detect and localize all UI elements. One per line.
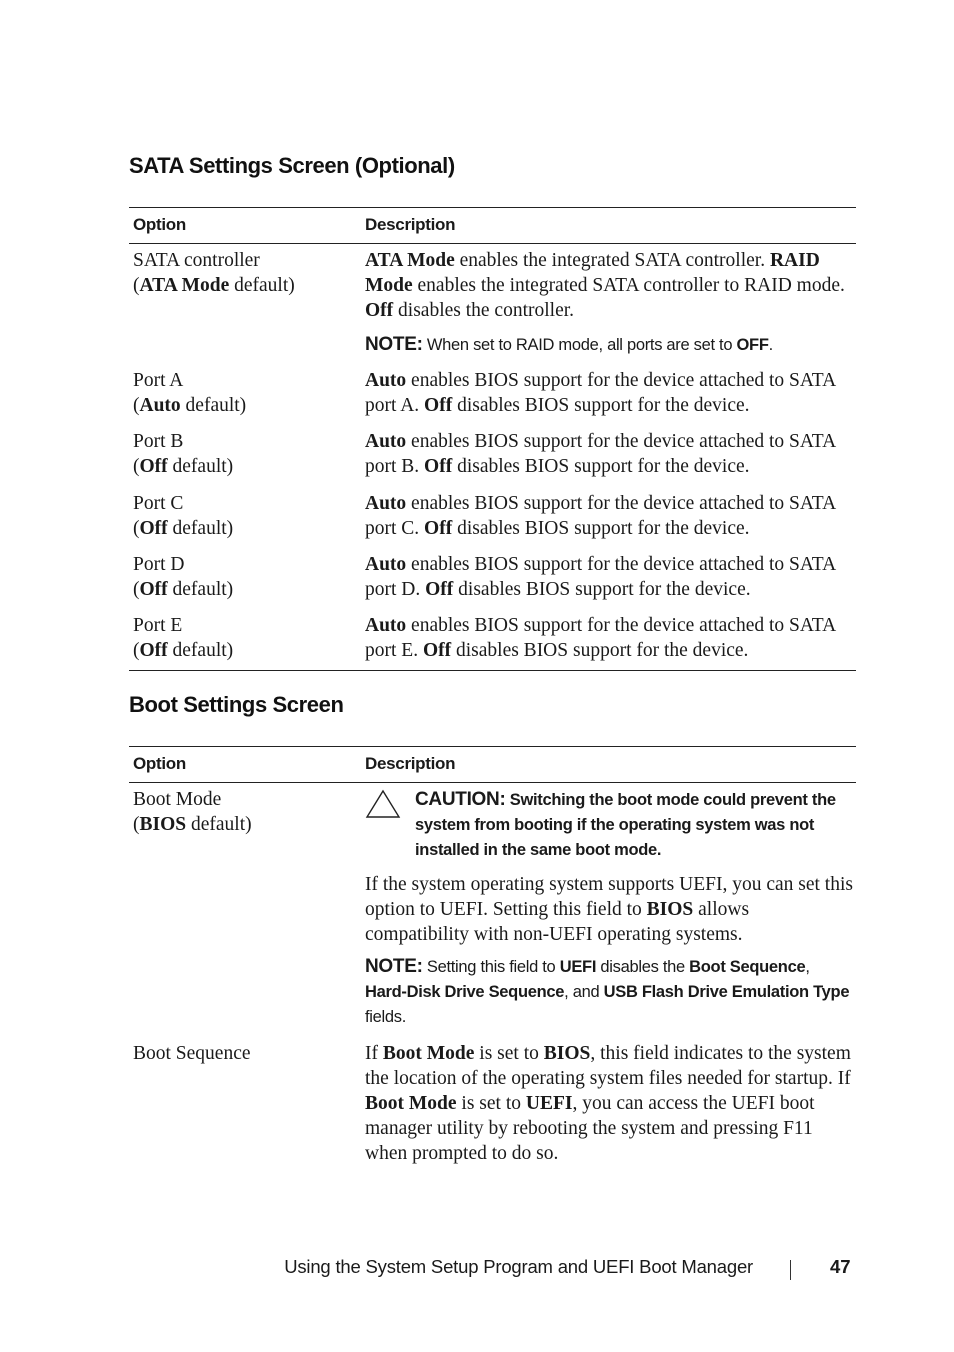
emphasis-text: UEFI [525,1093,573,1114]
emphasis-text: Boot Mode [382,1043,475,1064]
emphasis-text: Boot Sequence [689,958,806,976]
note-label: NOTE: [365,334,423,355]
boot-section-heading: Boot Settings Screen [129,692,344,717]
description-column-header: Description [365,754,456,773]
warning-triangle-icon [365,789,401,819]
description-cell: Auto enables BIOS support for the device attached to SATA port A. Off disables BIOS support for the device. [365,370,836,416]
description-cell: Auto enables BIOS support for the device attached to SATA port B. Off disables BIOS support for the device. [365,431,836,477]
emphasis-text: Auto [365,431,407,452]
option-default: Off [139,456,168,477]
emphasis-text: Hard-Disk Drive Sequence [365,983,565,1001]
caution-text: Switching the boot mode could prevent the system from booting if the operating system was not installed in the same boot mode. [415,791,836,859]
option-cell: Port B (Off default) [133,431,234,477]
option-default-suffix: default) [180,395,247,416]
emphasis-text: Boot Mode [365,1093,457,1114]
option-cell: Port D (Off default) [133,554,234,600]
option-cell: Port E (Off default) [133,615,234,661]
option-name: Port D [133,554,185,575]
emphasis-text: Auto [365,370,407,391]
note [365,954,855,1030]
note-text: Setting this field to UEFI disables the Boot Sequence, Hard-Disk Drive Sequence, and USB Flash Drive Emulation Type fields. [365,958,850,1026]
option-default-suffix: default) [229,275,295,296]
description-column-header: Description [365,215,456,234]
sata-table-header [129,207,856,244]
table-bottom-rule [129,670,856,671]
option-name: Port E [133,615,183,636]
footer-separator [790,1260,791,1280]
page-footer [0,1256,954,1282]
description-cell: Auto enables BIOS support for the device attached to SATA port D. Off disables BIOS support for the device. [365,554,836,600]
option-cell: Port C (Off default) [133,493,234,539]
emphasis-text: Off [422,640,452,661]
emphasis-text: UEFI [559,958,597,976]
option-default: Auto [139,395,181,416]
option-default-suffix: default) [186,814,252,835]
option-column-header: Option [133,754,186,773]
option-default: BIOS [139,814,187,835]
option-cell: SATA controller (ATA Mode default) [133,250,295,296]
caution-notice [415,787,855,863]
option-name: Boot Mode [133,789,222,810]
option-default: ATA Mode [139,275,230,296]
sata-settings-table [129,207,856,661]
option-default-suffix: default) [167,579,234,600]
option-default: Off [139,579,168,600]
note [365,332,855,358]
note-label: NOTE: [365,956,423,977]
emphasis-text: RAID Mode [365,250,820,296]
description-cell: Auto enables BIOS support for the device attached to SATA port C. Off disables BIOS support for the device. [365,493,836,539]
boot-settings-table [129,746,856,1164]
boot-table-header [129,746,856,783]
option-name: Port B [133,431,184,452]
footer-chapter-title: Using the System Setup Program and UEFI Boot Manager [284,1256,753,1277]
emphasis-text: Off [365,300,394,321]
emphasis-text: Off [424,456,453,477]
option-column-header: Option [133,215,186,234]
option-name: Port C [133,493,184,514]
option-default-suffix: default) [167,518,234,539]
emphasis-text: Auto [365,615,407,636]
option-default-suffix: default) [167,640,234,661]
option-cell: Boot Mode (BIOS default) [133,789,252,835]
emphasis-text: BIOS [646,899,694,920]
emphasis-text: Auto [365,554,407,575]
note-text: When set to RAID mode, all ports are set to OFF. [422,336,773,354]
option-name: SATA controller [133,250,260,271]
caution-label: CAUTION: [415,789,506,810]
sata-section-heading: SATA Settings Screen (Optional) [129,153,455,178]
option-cell: Port A (Auto default) [133,370,247,416]
option-default: Off [139,518,168,539]
emphasis-text: Off [424,518,453,539]
emphasis-text: OFF [736,336,769,354]
description-cell: ATA Mode enables the integrated SATA controller. RAID Mode enables the integrated SATA controller to RAID mode. Off disables the controller. [365,250,845,321]
emphasis-text: BIOS [543,1043,591,1064]
emphasis-text: Off [425,579,454,600]
page-number: 47 [830,1256,851,1277]
option-name: Port A [133,370,184,391]
emphasis-text: ATA Mode [365,250,455,271]
option-name: Boot Sequence [133,1043,251,1064]
description-cell: If Boot Mode is set to BIOS, this field indicates to the system the location of the operating system files needed for startup. If Boot Mode is set to UEFI, you can access the UEFI boot manager utility by rebooting the system and pressing F11 when prompted to do so. [365,1043,851,1164]
option-cell [133,1041,353,1066]
option-default-suffix: default) [167,456,234,477]
description-cell: If the system operating system supports UEFI, you can set this option to UEFI. Setting this field to BIOS allows compatibility with non-UEFI operating systems. [365,874,853,945]
emphasis-text: USB Flash Drive Emulation Type [603,983,850,1001]
option-default: Off [139,640,168,661]
emphasis-text: Off [424,395,453,416]
description-cell: Auto enables BIOS support for the device attached to SATA port E. Off disables BIOS support for the device. [365,615,836,661]
emphasis-text: Auto [365,493,407,514]
